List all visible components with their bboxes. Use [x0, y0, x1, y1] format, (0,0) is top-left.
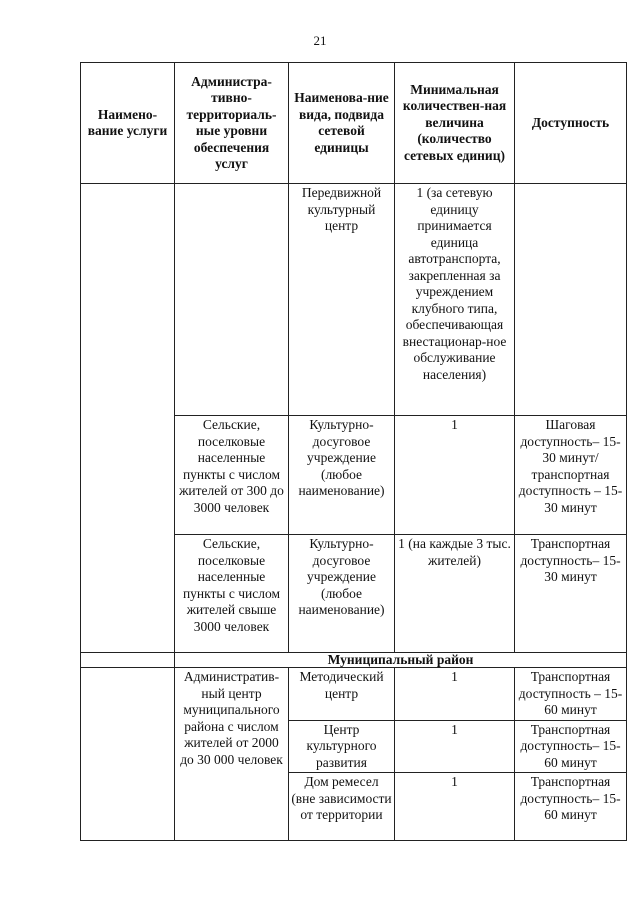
quantity-cell: 1 (на каждые 3 тыс. жителей) — [395, 535, 515, 653]
type-cell: Культурно-досуговое учреждение (любое наименование) — [289, 416, 395, 535]
empty-cell — [81, 653, 175, 668]
type-cell: Дом ремесел (вне зависимости от территории — [289, 773, 395, 841]
access-cell: Шаговая доступность– 15-30 минут/ транспортная доступность – 15-30 минут — [515, 416, 627, 535]
level-cell: Сельские, поселковые населенные пункты с числом жителей свыше 3000 человек — [175, 535, 289, 653]
header-type: Наименова-ние вида, подвида сетевой единицы — [289, 63, 395, 184]
table-row — [81, 184, 627, 416]
access-cell: Транспортная доступность– 15-60 минут — [515, 720, 627, 773]
header-service: Наимено-вание услуги — [81, 63, 175, 184]
table-row — [81, 668, 627, 721]
type-cell: Передвижной культурный центр — [289, 184, 395, 416]
quantity-cell: 1 (за сетевую единицу принимается единица автотранспорта, закрепленная за учреждением клубного типа, обеспечивающая внестационар-ное обслуживание населения) — [395, 184, 515, 416]
service-cell — [81, 668, 175, 841]
level-cell — [175, 184, 289, 416]
table-header — [81, 63, 627, 184]
section-row — [81, 653, 627, 668]
level-cell: Сельские, поселковые населенные пункты с числом жителей от 300 до 3000 человек — [175, 416, 289, 535]
service-cell — [81, 184, 175, 653]
type-cell: Центр культурного развития — [289, 720, 395, 773]
type-cell: Методический центр — [289, 668, 395, 721]
section-title: Муниципальный район — [175, 653, 627, 668]
quantity-cell: 1 — [395, 773, 515, 841]
page-number: 21 — [313, 33, 327, 48]
quantity-cell: 1 — [395, 416, 515, 535]
quantity-cell: 1 — [395, 720, 515, 773]
header-levels: Администра-тивно-территориаль-ные уровни обеспечения услуг — [175, 63, 289, 184]
quantity-cell: 1 — [395, 668, 515, 721]
access-cell: Транспортная доступность– 15-60 минут — [515, 773, 627, 841]
access-cell — [515, 184, 627, 416]
access-cell: Транспортная доступность– 15-30 минут — [515, 535, 627, 653]
services-table — [80, 62, 627, 841]
header-accessibility: Доступность — [515, 63, 627, 184]
level-cell: Административ-ный центр муниципального района с числом жителей от 2000 до 30 000 человек — [175, 668, 289, 841]
header-min-quantity: Минимальная количествен-ная величина (количество сетевых единиц) — [395, 63, 515, 184]
type-cell: Культурно-досуговое учреждение (любое наименование) — [289, 535, 395, 653]
access-cell: Транспортная доступность – 15-60 минут — [515, 668, 627, 721]
